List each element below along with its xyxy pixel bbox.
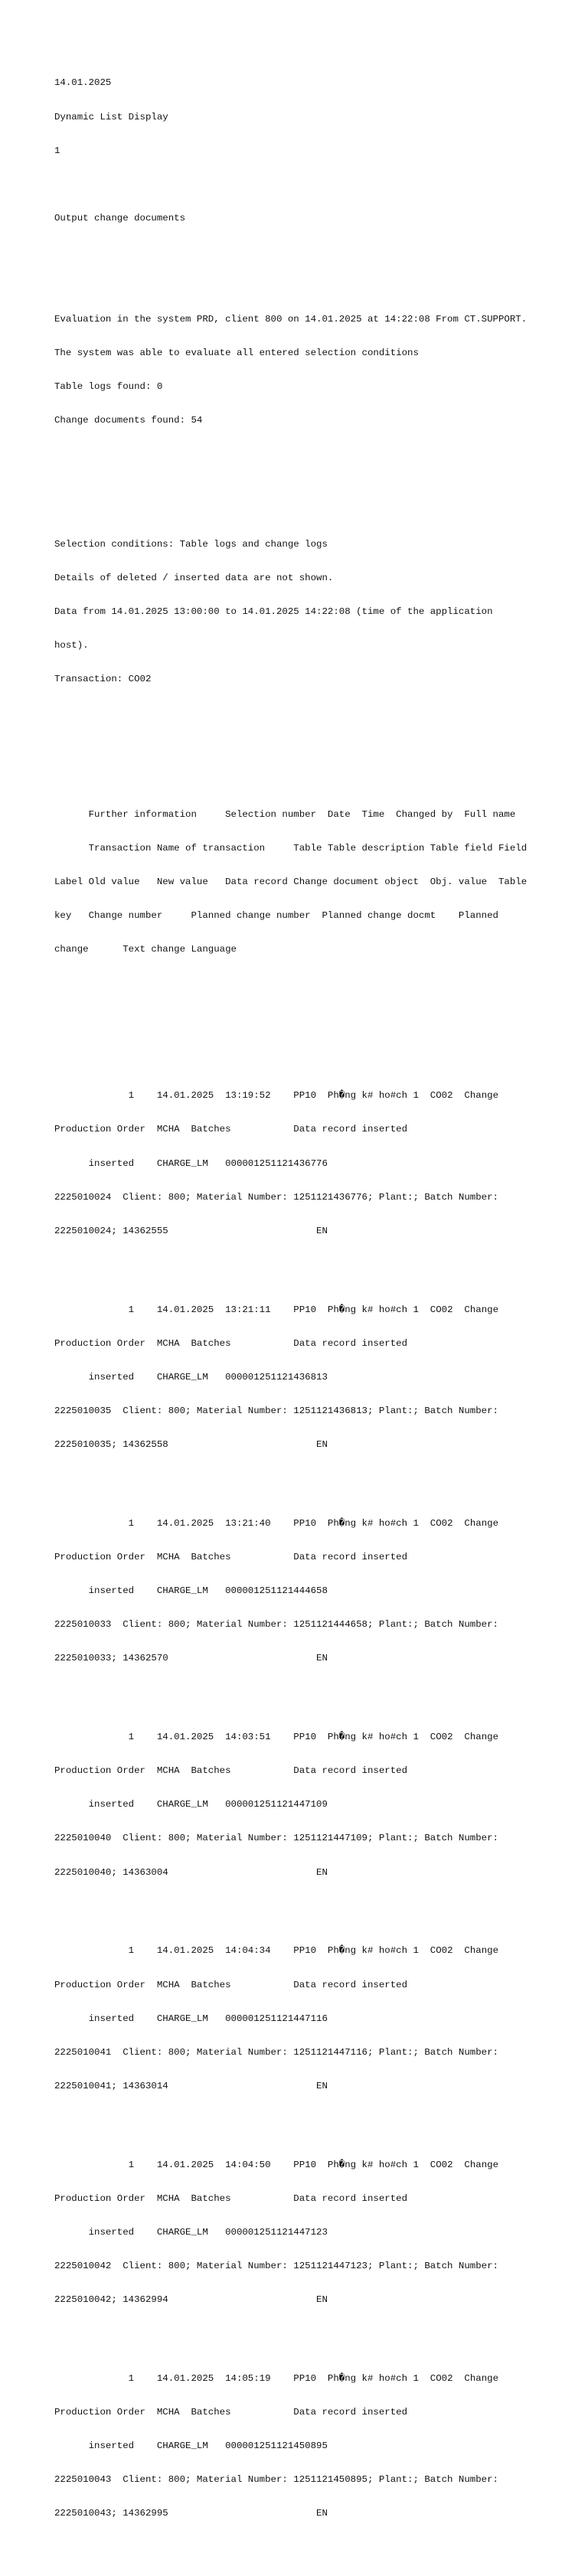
- record-line: 2225010041 Client: 800; Material Number: 1251121447116; Plant:; Batch Number:: [54, 2046, 498, 2058]
- record-line: 1 14.01.2025 14:04:50 PP10 Ph�ng k# ho#ch 1 CO02 Change: [54, 2159, 499, 2170]
- section-title: Output change documents: [54, 212, 186, 224]
- change-record: [54, 2351, 575, 2542]
- change-record: [54, 1709, 575, 1901]
- record-line: 2225010041; 14363014 EN: [54, 2080, 328, 2091]
- record-line: 1 14.01.2025 14:04:34 PP10 Ph�ng k# ho#ch 1 CO02 Change: [54, 1945, 499, 1957]
- record-line: Production Order MCHA Batches Data record inserted: [54, 1551, 408, 1562]
- column-header-line: Transaction Name of transaction Table Table description Table field Field: [54, 842, 528, 854]
- spacer: [54, 179, 575, 191]
- record-line: 2225010040 Client: 800; Material Number: 1251121447109; Plant:; Batch Number:: [54, 1833, 498, 1844]
- record-line: inserted CHARGE_LM 000001251121444658: [54, 1585, 328, 1597]
- selection-line: Data from 14.01.2025 13:00:00 to 14.01.2025 14:22:08 (time of the application: [54, 606, 493, 618]
- record-line: 2225010033 Client: 800; Material Number: 1251121444658; Plant:; Batch Number:: [54, 1619, 498, 1631]
- record-line: Production Order MCHA Batches Data record inserted: [54, 1124, 408, 1135]
- record-line: 2225010035 Client: 800; Material Number: 1251121436813; Plant:; Batch Number:: [54, 1405, 498, 1416]
- record-line: inserted CHARGE_LM 000001251121447116: [54, 2013, 328, 2024]
- spacer: [54, 472, 575, 483]
- selection-line: Selection conditions: Table logs and change logs: [54, 539, 328, 550]
- record-line: 2225010035; 14362558 EN: [54, 1438, 328, 1450]
- records-list: [54, 1046, 575, 2565]
- record-line: 1 14.01.2025 14:05:19 PP10 Ph�ng k# ho#ch 1 CO02 Change: [54, 2373, 499, 2385]
- record-line: 2225010024 Client: 800; Material Number: 1251121436776; Plant:; Batch Number:: [54, 1191, 498, 1203]
- record-line: 2225010033; 14362570 EN: [54, 1653, 328, 1664]
- evaluation-line: The system was able to evaluate all entered selection conditions: [54, 348, 419, 359]
- record-line: 2225010043; 14362995 EN: [54, 2508, 328, 2519]
- spacer: [54, 246, 575, 258]
- document-page: [54, 55, 575, 2576]
- record-line: 2225010040; 14363004 EN: [54, 1866, 328, 1878]
- evaluation-block: [54, 292, 575, 449]
- change-record: [54, 1495, 575, 1686]
- column-header-line: key Change number Planned change number Planned change docmt Planned: [54, 910, 498, 922]
- record-line: 1 14.01.2025 13:21:40 PP10 Ph�ng k# ho#ch 1 CO02 Change: [54, 1517, 499, 1529]
- change-record: [54, 1923, 575, 2114]
- report-date: 14.01.2025: [54, 77, 112, 89]
- selection-line: host).: [54, 640, 89, 651]
- spacer: [54, 730, 575, 753]
- record-line: 1 14.01.2025 14:03:51 PP10 Ph�ng k# ho#ch 1 CO02 Change: [54, 1732, 499, 1743]
- column-header-block: [54, 786, 575, 978]
- record-line: inserted CHARGE_LM 000001251121447109: [54, 1799, 328, 1810]
- selection-line: Transaction: CO02: [54, 674, 152, 685]
- record-line: 1 14.01.2025 13:21:11 PP10 Ph�ng k# ho#ch 1 CO02 Change: [54, 1304, 499, 1315]
- evaluation-line: Evaluation in the system PRD, client 800 on 14.01.2025 at 14:22:08 From CT.SUPPORT.: [54, 314, 528, 325]
- record-line: Production Order MCHA Batches Data record inserted: [54, 1765, 408, 1777]
- record-line: 1 14.01.2025 13:19:52 PP10 Ph�ng k# ho#ch 1 CO02 Change: [54, 1090, 499, 1102]
- record-line: inserted CHARGE_LM 000001251121436813: [54, 1371, 328, 1383]
- record-line: 2225010024; 14362555 EN: [54, 1225, 328, 1236]
- record-line: Production Order MCHA Batches Data record inserted: [54, 2407, 408, 2418]
- column-header-line: Label Old value New value Data record Change document object Obj. value Table: [54, 877, 528, 888]
- record-line: inserted CHARGE_LM 000001251121447123: [54, 2226, 328, 2238]
- spacer: [54, 1001, 575, 1012]
- column-header-line: Further information Selection number Date Time Changed by Full name: [54, 808, 516, 820]
- record-line: inserted CHARGE_LM 000001251121436776: [54, 1157, 328, 1169]
- record-line: 2225010042; 14362994 EN: [54, 2294, 328, 2306]
- record-line: inserted CHARGE_LM 000001251121450895: [54, 2441, 328, 2452]
- record-line: Production Order MCHA Batches Data record inserted: [54, 1979, 408, 1990]
- record-line: 2225010043 Client: 800; Material Number: 1251121450895; Plant:; Batch Number:: [54, 2474, 498, 2486]
- record-line: Production Order MCHA Batches Data record inserted: [54, 2192, 408, 2204]
- selection-block: [54, 517, 575, 708]
- record-line: Production Order MCHA Batches Data record inserted: [54, 1337, 408, 1349]
- column-header-line: change Text change Language: [54, 944, 237, 955]
- record-line: 2225010042 Client: 800; Material Number: 1251121447123; Plant:; Batch Number:: [54, 2261, 498, 2272]
- change-record: [54, 1068, 575, 1259]
- report-title: Dynamic List Display: [54, 111, 168, 122]
- change-record: [54, 2137, 575, 2328]
- evaluation-line: Table logs found: 0: [54, 381, 163, 393]
- selection-line: Details of deleted / inserted data are not shown.: [54, 573, 334, 584]
- page-number: 1: [54, 145, 60, 156]
- change-record: [54, 1281, 575, 1473]
- evaluation-line: Change documents found: 54: [54, 415, 203, 426]
